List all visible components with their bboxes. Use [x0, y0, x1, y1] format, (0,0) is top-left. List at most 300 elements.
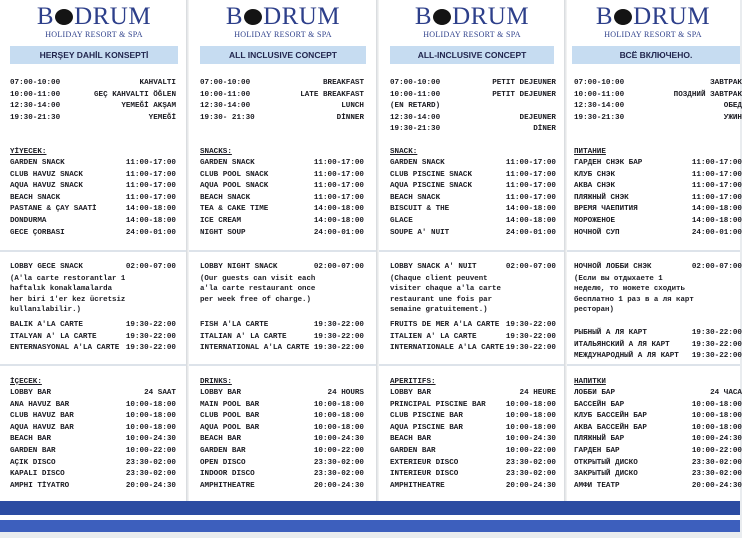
night-snack-label: LOBBY NIGHT SNACK: [200, 263, 278, 271]
bar-row-label: OPEN DISCO: [200, 458, 246, 467]
night-snack-row: [10, 262, 176, 274]
brand-subtitle: HOLIDAY RESORT & SPA: [234, 30, 332, 39]
snack-row: [574, 193, 742, 205]
night-snack-row: [200, 262, 364, 274]
meal-row-label: 07:00-10:00: [390, 79, 441, 87]
bar-row-label: CLUB HAVUZ BAR: [10, 412, 74, 421]
alacarte-schedule: [574, 328, 742, 363]
bar-row: [10, 481, 176, 493]
fold-divider: [376, 0, 379, 538]
meal-row: [390, 124, 556, 136]
snack-row-label: GARDEN SNACK: [200, 159, 255, 167]
snack-row: [200, 181, 364, 193]
snack-schedule: [200, 146, 364, 239]
snack-row-value: 11:00-17:00: [125, 182, 176, 191]
snack-row-value: 14:00-18:00: [125, 216, 176, 225]
meal-row: [200, 90, 364, 102]
bar-row-label: AQUA PISCINE BAR: [390, 423, 463, 432]
meal-row: [390, 78, 556, 90]
snack-row: [574, 170, 742, 182]
snack-row: [10, 193, 176, 205]
bar-row-label: КЛУБ БАССЕЙН БАР: [574, 412, 647, 421]
meal-row: [574, 78, 742, 90]
alacarte-schedule: [10, 320, 176, 355]
alacarte-row-value: 19:30-22:00: [505, 344, 556, 353]
alacarte-row: [390, 320, 556, 332]
snack-row: [574, 181, 742, 193]
night-snack-time: 02:00-07:00: [505, 263, 556, 271]
meal-row-value: DİNNER: [336, 113, 364, 122]
bar-row-label: EXTERIEUR DISCO: [390, 458, 459, 467]
alacarte-row-value: 19:30-22:00: [691, 329, 742, 337]
bar-row: [390, 458, 556, 470]
alacarte-row-value: 19:30-22:00: [313, 321, 364, 329]
snack-row: [390, 158, 556, 170]
bar-row: [200, 481, 364, 493]
alacarte-row-value: 19:30-22:00: [125, 321, 176, 329]
night-snack-time: 02:00-07:00: [125, 263, 176, 271]
meal-row-value: BREAKFAST: [322, 79, 364, 87]
snack-row-label: ГАРДЕН СНЭК БАР: [574, 159, 643, 167]
meal-row-label: 07:00-10:00: [10, 79, 61, 87]
alacarte-row: [390, 343, 556, 355]
bar-row: [390, 434, 556, 446]
meal-row-label: 12:30-14:00: [10, 102, 61, 111]
snack-row-value: 24:00-01:00: [125, 228, 176, 237]
meal-row-value: GEÇ KAHVALTI ÖĞLEN: [93, 90, 176, 99]
bar-row-value: 10:00-18:00: [691, 412, 742, 421]
meal-row-label: 10:00-11:00: [10, 90, 61, 99]
snack-row-value: 14:00-18:00: [691, 216, 742, 225]
snack-row-label: CLUB POOL SNACK: [200, 170, 269, 179]
meal-row-label: 19:30-21:30: [574, 113, 625, 122]
brand-logo: [566, 4, 740, 30]
bar-row-label: АМФИ ТЕАТР: [574, 481, 620, 490]
bar-schedule: [390, 376, 556, 492]
snack-row-label: BEACH SNACK: [390, 193, 441, 202]
alacarte-row-label: INTERNATIONAL A'LA CARTE: [200, 344, 310, 353]
snack-row-label: МОРОЖЕНОЕ: [574, 216, 616, 225]
bar-row-value: 10:00-18:00: [691, 423, 742, 432]
meal-row: [574, 90, 742, 102]
snack-row-label: TEA & CAKE TIME: [200, 205, 269, 214]
bar-row: [574, 446, 742, 458]
fold-divider: [186, 0, 189, 538]
snack-row: [200, 228, 364, 240]
alacarte-row-label: FISH A'LA CARTE: [200, 321, 269, 329]
alacarte-row: [200, 343, 364, 355]
bar-row-label: BEACH BAR: [200, 435, 242, 444]
snack-row-value: 11:00-17:00: [691, 182, 742, 191]
snack-row-value: 11:00-17:00: [313, 170, 364, 179]
meal-row-value: LUNCH: [341, 102, 364, 111]
bar-row-label: MAIN POOL BAR: [200, 400, 260, 409]
alacarte-row-label: ITALYAN A' LA CARTE: [10, 332, 97, 341]
bar-row-label: LOBBY BAR: [390, 389, 432, 397]
bar-row: [390, 446, 556, 458]
bar-row: [574, 469, 742, 481]
bar-row-value: 10:00-18:00: [313, 412, 364, 421]
snack-row-label: GECE ÇORBASI: [10, 228, 65, 237]
bar-row: [10, 469, 176, 481]
panel-turkish: [0, 0, 188, 538]
brand-word: DRUM: [74, 3, 152, 30]
meal-row-label: (EN RETARD): [390, 102, 441, 111]
alacarte-row-label: ITALIEN A' LA CARTE: [390, 332, 477, 341]
bar-row-label: AMPHI TİYATRO: [10, 481, 70, 490]
drinks-heading: НАПИТКИ: [574, 378, 606, 386]
bar-row-value: 20:00-24:30: [125, 481, 176, 490]
snack-row-value: 14:00-18:00: [313, 205, 364, 214]
bar-row-label: АКВА БАССЕЙН БАР: [574, 423, 647, 432]
snack-schedule: [390, 146, 556, 239]
alacarte-row-label: МЕЖДУНАРОДНЫЙ А ЛЯ КАРТ: [574, 352, 679, 361]
bar-row-label: AMPHITHEATRE: [390, 481, 445, 490]
alacarte-row-label: BALIK A'LA CARTE: [10, 321, 83, 329]
panel-russian: [566, 0, 740, 538]
bar-row-label: ANA HAVUZ BAR: [10, 400, 70, 409]
snack-row-label: GARDEN SNACK: [390, 159, 445, 167]
bar-row-value: 10:00-18:00: [505, 400, 556, 409]
snack-row-label: ПЛЯЖНЫЙ СНЭК: [574, 193, 629, 202]
bar-row: [390, 469, 556, 481]
brand-letter: B: [595, 3, 614, 30]
bar-row-label: BEACH BAR: [390, 435, 432, 444]
concept-banner: ВСЁ ВКЛЮЧЕНО.: [572, 46, 740, 64]
bar-row-label: AQUA HAVUZ BAR: [10, 423, 74, 432]
bar-row: [574, 400, 742, 412]
bar-row: [390, 423, 556, 435]
meal-row-label: 12:30-14:00: [200, 102, 251, 111]
alacarte-row: [10, 332, 176, 344]
alacarte-note: (Chaque client peuvent visiter chaque a'la carte restaurant une fois par semaine gratuitement.): [390, 274, 501, 315]
snack-row-value: 11:00-17:00: [505, 182, 556, 191]
meal-row-label: 19:30-21:30: [390, 125, 441, 134]
alacarte-row-value: 19:30-22:00: [313, 332, 364, 341]
snack-row-label: GARDEN SNACK: [10, 159, 65, 167]
brand-letter: B: [36, 3, 55, 30]
snack-row: [390, 193, 556, 205]
brand-stone-icon: [433, 9, 451, 25]
bar-row: [200, 411, 364, 423]
brand-letter: B: [414, 3, 433, 30]
alacarte-row-label: INTERNATIONALE A'LA CARTE: [390, 344, 504, 353]
meal-row-label: 07:00-10:00: [574, 79, 625, 87]
meal-row-value: YEMEĞİ: [148, 113, 176, 122]
bar-row-value: 23:30-02:00: [505, 458, 556, 467]
brand-subtitle: HOLIDAY RESORT & SPA: [423, 30, 521, 39]
meal-row-label: 10:00-11:00: [390, 90, 441, 99]
snack-row-label: BEACH SNACK: [200, 193, 251, 202]
snack-row: [390, 181, 556, 193]
snack-row: [10, 158, 176, 170]
snack-row-value: 24:00-01:00: [505, 228, 556, 237]
meal-schedule: [200, 78, 364, 124]
snack-row: [574, 204, 742, 216]
bar-row-label: ЛОББИ БАР: [574, 389, 616, 397]
alacarte-note: (Если вы отдыхаете 1 неделю, то можете сходить бесплатно 1 раз в а ля карт ресторан): [574, 274, 694, 315]
snack-row-value: 11:00-17:00: [691, 159, 742, 167]
meal-row: [10, 90, 176, 102]
bar-row: [390, 481, 556, 493]
meal-row-value: DİNER: [533, 125, 556, 134]
meal-schedule: [574, 78, 742, 124]
alacarte-row-value: 19:30-22:00: [505, 332, 556, 341]
bar-row-value: 23:30-02:00: [691, 470, 742, 479]
snack-heading: SNACK:: [390, 148, 418, 156]
bar-row-value: 10:00-18:00: [125, 423, 176, 432]
bar-row-label: ОТКРЫТЫЙ ДИСКО: [574, 458, 638, 467]
snack-row-value: 11:00-17:00: [313, 159, 364, 167]
bar-row: [574, 411, 742, 423]
meal-row: [574, 113, 742, 125]
night-snack-label: НОЧНОЙ ЛОББИ СНЭК: [574, 263, 652, 271]
brand-logo: [188, 4, 378, 30]
alacarte-row-label: РЫБНЫЙ А ЛЯ КАРТ: [574, 329, 647, 337]
footer-stripe-lower: [0, 520, 740, 532]
bar-row-label: ГАРДЕН БАР: [574, 446, 620, 455]
bar-row: [390, 411, 556, 423]
bar-row-value: 20:00-24:30: [691, 481, 742, 490]
bar-row-value: 10:00-22:00: [505, 446, 556, 455]
snack-row: [10, 216, 176, 228]
bar-row-value: 10:00-24:30: [505, 435, 556, 444]
alacarte-row: [574, 340, 742, 352]
bar-row-value: 23:30-02:00: [313, 470, 364, 479]
bar-row-label: LOBBY BAR: [200, 389, 242, 397]
bar-row: [10, 400, 176, 412]
paper-crease: [566, 364, 740, 366]
brand-letter: B: [225, 3, 244, 30]
fold-divider: [564, 0, 567, 538]
meal-row-value: ОБЕД: [723, 102, 742, 111]
snack-row: [390, 170, 556, 182]
drinks-heading: DRINKS:: [200, 378, 232, 386]
paper-crease: [188, 250, 378, 252]
bar-row-label: CLUB POOL BAR: [200, 412, 260, 421]
bar-row-value: 10:00-24:30: [313, 435, 364, 444]
meal-row-value: ПОЗДНИЙ ЗАВТРАК: [673, 90, 742, 99]
meal-row-label: 12:30-14:00: [390, 113, 441, 122]
snack-row: [200, 193, 364, 205]
alacarte-schedule: [200, 320, 364, 355]
bar-row-label: ЗАКРЫТЫЙ ДИСКО: [574, 470, 638, 479]
snack-row-label: AQUA HAVUZ SNACK: [10, 182, 83, 191]
snack-row: [200, 204, 364, 216]
bar-row-value: 24 HOURS: [327, 389, 364, 397]
panel-english: [188, 0, 378, 538]
snack-row: [390, 216, 556, 228]
meal-row: [390, 90, 556, 102]
meal-row: [200, 78, 364, 90]
snack-row-label: DONDURMA: [10, 216, 47, 225]
bar-row-value: 10:00-24:30: [125, 435, 176, 444]
night-snack: [200, 262, 364, 305]
brand-word: DRUM: [452, 3, 530, 30]
snack-schedule: [574, 146, 742, 239]
bar-row: [390, 400, 556, 412]
bar-row-label: LOBBY BAR: [10, 389, 52, 397]
paper-crease: [0, 364, 188, 366]
snack-row-label: AQUA PISCINE SNACK: [390, 182, 473, 191]
meal-row-value: KAHVALTI: [139, 79, 176, 87]
snack-row-value: 14:00-18:00: [125, 205, 176, 214]
meal-row: [10, 101, 176, 113]
brand-word: DRUM: [263, 3, 341, 30]
paper-crease: [188, 364, 378, 366]
bar-row-value: 23:30-02:00: [505, 470, 556, 479]
bar-row-value: 23:30-02:00: [125, 470, 176, 479]
alacarte-row: [574, 328, 742, 340]
bar-row-label: AMPHITHEATRE: [200, 481, 255, 490]
bar-row-label: ПЛЯЖНЫЙ БАР: [574, 435, 625, 444]
snack-row: [574, 216, 742, 228]
bar-row-value: 10:00-18:00: [313, 400, 364, 409]
meal-row-value: DEJEUNER: [519, 113, 556, 122]
bar-row-value: 10:00-18:00: [125, 412, 176, 421]
night-snack: [390, 262, 556, 316]
snack-row-value: 11:00-17:00: [313, 193, 364, 202]
concept-banner: HERŞEY DAHİL KONSEPTİ: [10, 46, 178, 64]
meal-schedule: [390, 78, 556, 136]
meal-row: [200, 101, 364, 113]
meal-row-value: ЗАВТРАК: [710, 79, 742, 87]
meal-row-label: 07:00-10:00: [200, 79, 251, 87]
meal-row-value: УЖИН: [723, 113, 742, 122]
bar-row-label: AQUA POOL BAR: [200, 423, 260, 432]
bar-row: [10, 411, 176, 423]
bar-row: [574, 458, 742, 470]
meal-schedule: [10, 78, 176, 124]
snack-row: [390, 228, 556, 240]
bar-row: [574, 423, 742, 435]
bar-row: [200, 434, 364, 446]
night-snack-label: LOBBY GECE SNACK: [10, 263, 83, 271]
drinks-heading: İÇECEK:: [10, 378, 42, 386]
alacarte-row-value: 19:30-22:00: [125, 344, 176, 353]
bar-row-value: 20:00-24:30: [505, 481, 556, 490]
meal-row: [10, 113, 176, 125]
snack-row-value: 14:00-18:00: [505, 205, 556, 214]
snack-row-label: PASTANE & ÇAY SAATİ: [10, 205, 97, 214]
bar-row-value: 10:00-18:00: [313, 423, 364, 432]
alacarte-row: [390, 332, 556, 344]
bar-row: [574, 434, 742, 446]
bar-schedule: [200, 376, 364, 492]
drinks-heading: APERITIFS:: [390, 378, 436, 386]
brand-logo: [378, 4, 566, 30]
panel-french: [378, 0, 566, 538]
paper-crease: [0, 250, 188, 252]
night-snack-label: LOBBY SNACK A' NUIT: [390, 263, 477, 271]
bar-row-label: AÇIK DISCO: [10, 458, 56, 467]
alacarte-row-label: ITALIAN A' LA CARTE: [200, 332, 287, 341]
snack-row-value: 24:00-01:00: [691, 228, 742, 237]
meal-row-label: 10:00-11:00: [574, 90, 625, 99]
night-snack-row: [390, 262, 556, 274]
brand-stone-icon: [614, 9, 632, 25]
alacarte-row-label: ИТАЛЬЯНСКИЙ А ЛЯ КАРТ: [574, 340, 670, 349]
bar-row-label: KAPALI DISCO: [10, 470, 65, 479]
snack-row-value: 11:00-17:00: [691, 193, 742, 202]
meal-row-label: 19:30- 21:30: [200, 113, 255, 122]
snack-row-label: NIGHT SOUP: [200, 228, 246, 237]
alacarte-row-label: FRUITS DE MER A'LA CARTE: [390, 321, 500, 329]
alacarte-row-value: 19:30-22:00: [691, 352, 742, 361]
bar-row-label: PRINCIPAL PISCINE BAR: [390, 400, 486, 409]
bar-row-value: 10:00-18:00: [691, 400, 742, 409]
bar-row-value: 10:00-22:00: [691, 446, 742, 455]
alacarte-schedule: [390, 320, 556, 355]
brand-subtitle: HOLIDAY RESORT & SPA: [45, 30, 143, 39]
meal-row-value: LATE BREAKFAST: [300, 90, 364, 99]
snack-row-value: 11:00-17:00: [505, 193, 556, 202]
alacarte-row: [200, 332, 364, 344]
night-snack: [10, 262, 176, 316]
bar-row: [10, 388, 176, 400]
meal-row: [200, 113, 364, 125]
snack-row-value: 14:00-18:00: [313, 216, 364, 225]
meal-row-value: PETIT DEJEUNER: [492, 90, 556, 99]
snack-row-label: CLUB HAVUZ SNACK: [10, 170, 83, 179]
paper-crease: [378, 364, 566, 366]
night-snack-time: 02:00-07:00: [691, 263, 742, 271]
snack-row: [390, 204, 556, 216]
snack-row: [574, 228, 742, 240]
alacarte-row-value: 19:30-22:00: [313, 344, 364, 353]
concept-banner: ALL-INCLUSIVE CONCEPT: [390, 46, 554, 64]
bar-row-label: INDOOR DISCO: [200, 470, 255, 479]
bar-row-label: BEACH BAR: [10, 435, 52, 444]
bar-row-value: 20:00-24:30: [313, 481, 364, 490]
snack-row-value: 11:00-17:00: [505, 170, 556, 179]
bar-row-label: INTERIEUR DISCO: [390, 470, 459, 479]
snack-row-label: ICE CREAM: [200, 216, 242, 225]
snack-row: [10, 228, 176, 240]
snack-row-value: 11:00-17:00: [125, 193, 176, 202]
meal-row-label: 12:30-14:00: [574, 102, 625, 111]
snack-row-label: АКВА СНЭК: [574, 182, 616, 191]
alacarte-row: [574, 351, 742, 363]
paper-crease: [566, 250, 740, 252]
snack-row: [10, 170, 176, 182]
snack-row-value: 14:00-18:00: [505, 216, 556, 225]
bar-row-value: 24 SAAT: [144, 389, 176, 397]
snack-heading: SNACKS:: [200, 148, 232, 156]
snack-row-label: CLUB PISCINE SNACK: [390, 170, 473, 179]
bar-row-value: 24 HEURE: [519, 389, 556, 397]
bar-row-value: 23:30-02:00: [313, 458, 364, 467]
bar-row: [390, 388, 556, 400]
alacarte-row-value: 19:30-22:00: [505, 321, 556, 329]
snack-row: [200, 170, 364, 182]
brand-logo: [0, 4, 188, 30]
bar-row-label: GARDEN BAR: [200, 446, 246, 455]
brand-stone-icon: [55, 9, 73, 25]
footer-edge: [0, 532, 740, 538]
bar-row-value: 10:00-22:00: [313, 446, 364, 455]
footer-stripe: [0, 501, 740, 515]
snack-row: [200, 158, 364, 170]
snack-heading: ПИТАНИЕ: [574, 148, 606, 156]
bar-row-value: 10:00-24:30: [691, 435, 742, 444]
snack-row-label: SOUPE A' NUIT: [390, 228, 450, 237]
night-snack-row: [574, 262, 742, 274]
bar-row-label: БАССЕЙН БАР: [574, 400, 625, 409]
snack-row-label: AQUA POOL SNACK: [200, 182, 269, 191]
bar-row: [10, 434, 176, 446]
alacarte-row-label: ENTERNASYONAL A'LA CARTE: [10, 344, 120, 353]
